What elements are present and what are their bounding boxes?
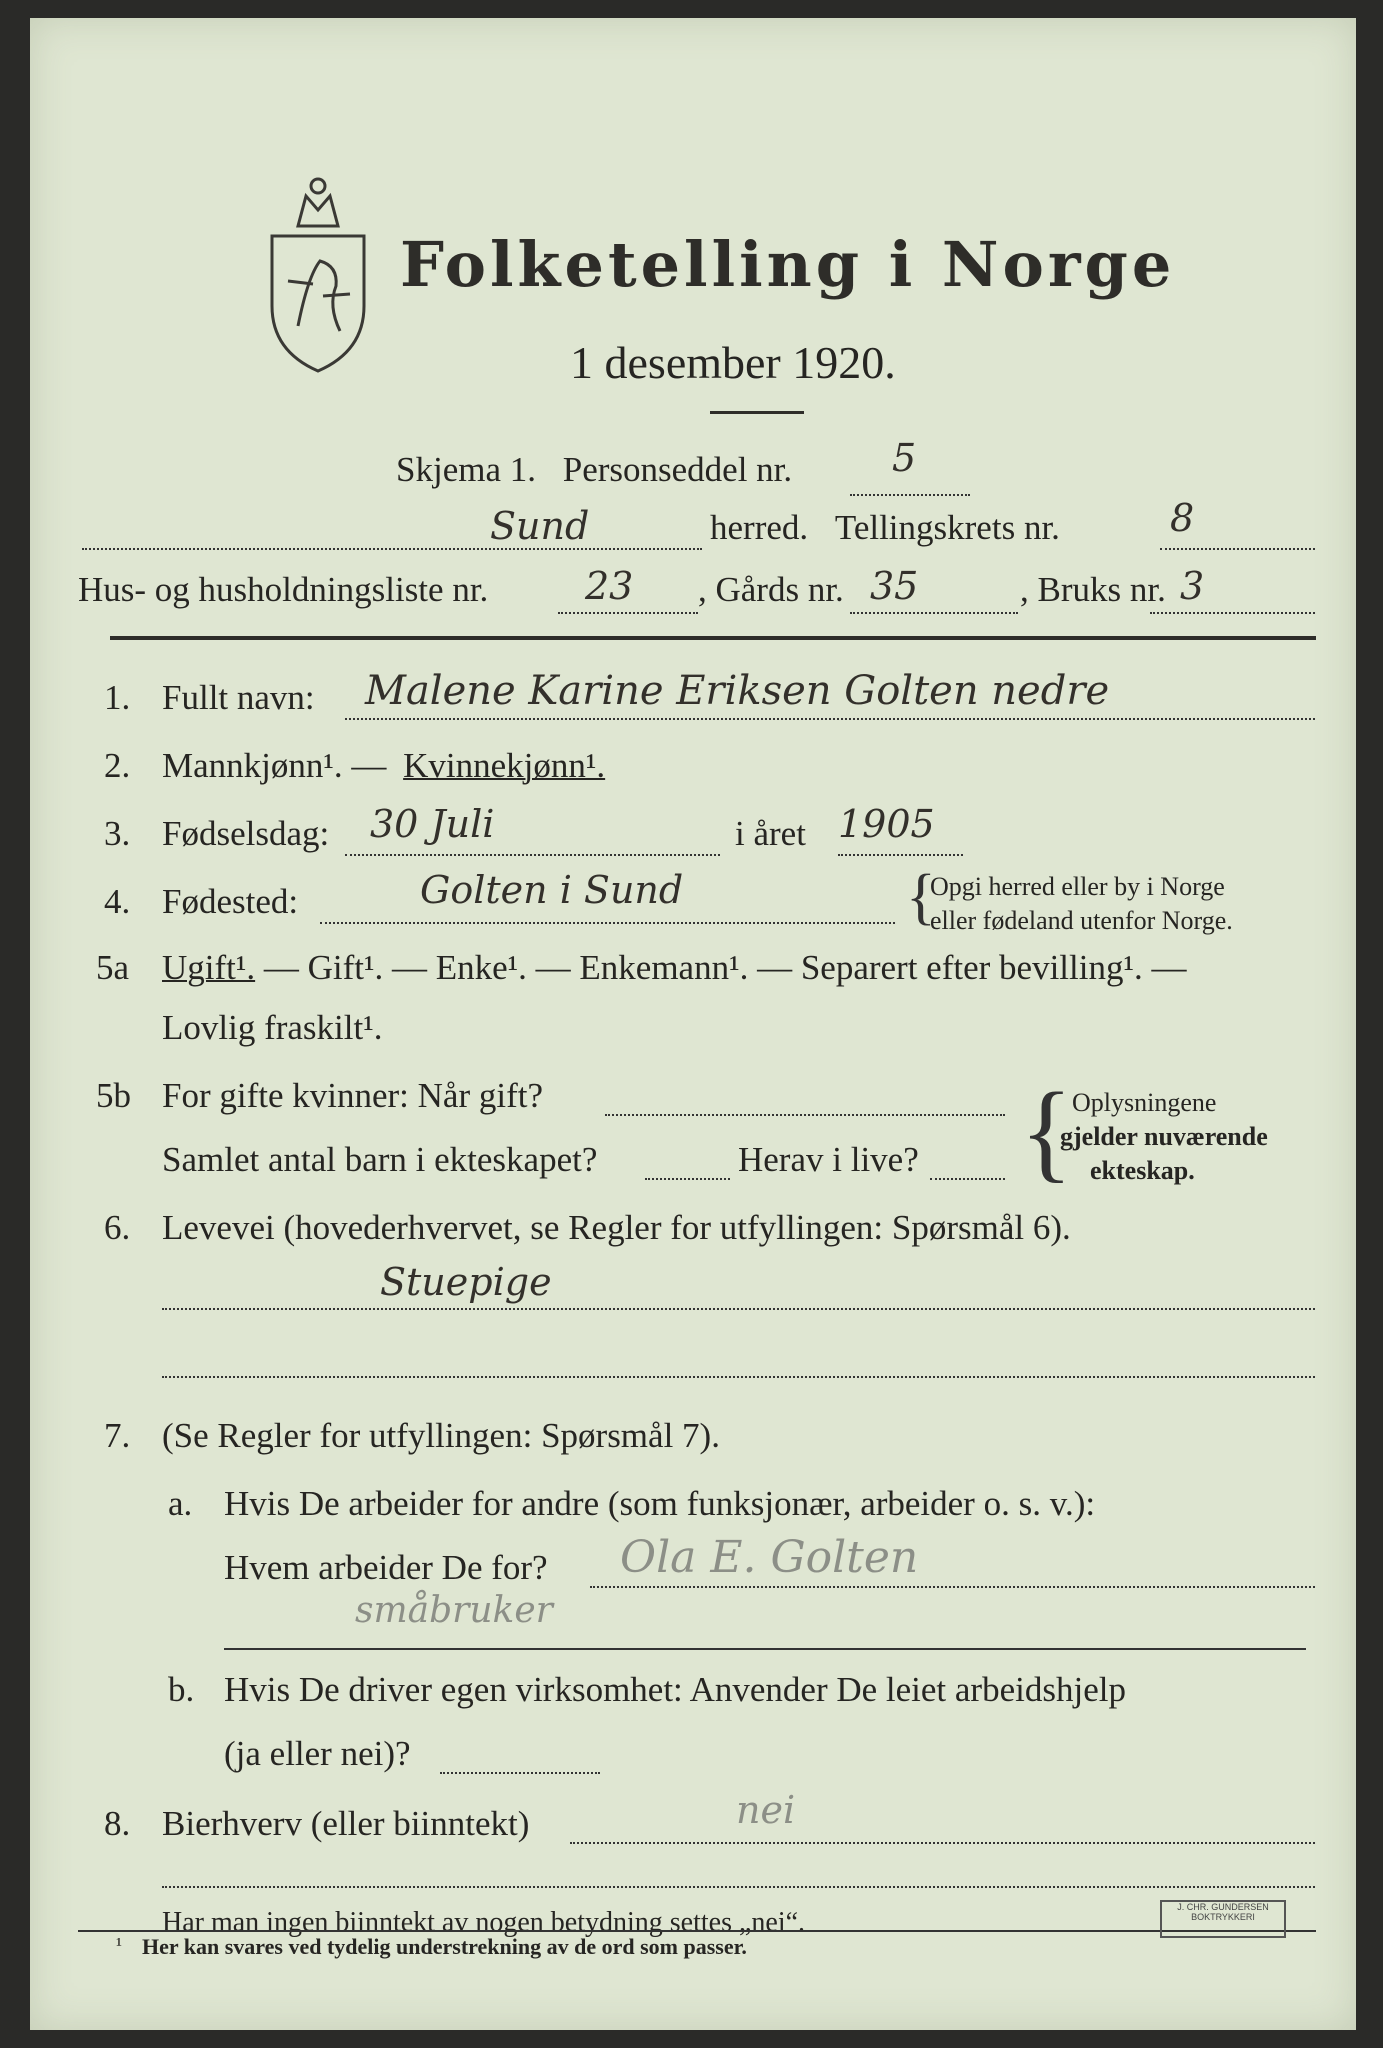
- q5b-antal-barn-dotline: [645, 1178, 730, 1180]
- q3-year: 1905: [838, 802, 935, 846]
- q5a-number: 5a: [96, 948, 130, 987]
- hus-dotline: [558, 612, 698, 614]
- q8-dotline-2: [162, 1886, 1315, 1888]
- skjema-label: Skjema 1.: [396, 450, 536, 489]
- q3-birthday: 30 Juli: [370, 802, 495, 846]
- q5b-note-3: ekteskap.: [1090, 1156, 1195, 1185]
- footnote-text: Her kan svares ved tydelig understrekning av de ord som passer.: [142, 1934, 747, 1959]
- form-date: 1 desember 1920.: [570, 337, 896, 388]
- gaards-value: 35: [870, 564, 919, 608]
- q3-year-label: i året: [735, 814, 806, 853]
- census-form: [30, 18, 1356, 2030]
- q7a-employer-note: småbruker: [355, 1590, 553, 1631]
- q7b-text: Hvis De driver egen virksomhet: Anvender De leiet arbeidshjelp: [224, 1670, 1126, 1709]
- q3-label: Fødselsdag:: [162, 814, 330, 853]
- q6-occupation: Stuepige: [380, 1260, 552, 1304]
- hus-label: Hus- og husholdningsliste nr.: [78, 570, 489, 609]
- personseddel-label: Personseddel nr.: [562, 450, 793, 489]
- q5b-herav-dotline: [930, 1178, 1005, 1180]
- q1-label: Fullt navn:: [162, 678, 315, 717]
- herred-value: Sund: [490, 504, 590, 548]
- q5b-naar-gift: For gifte kvinner: Når gift?: [162, 1076, 544, 1115]
- q5b-naar-gift-dotline: [605, 1114, 1005, 1116]
- q4-birthplace: Golten i Sund: [420, 868, 684, 912]
- q8-label: Bierhverv (eller biinntekt): [162, 1804, 530, 1843]
- tellingskrets-label: Tellingskrets nr.: [834, 508, 1060, 547]
- bruks-value: 3: [1180, 564, 1205, 608]
- norwegian-coat-of-arms-icon: [258, 166, 378, 376]
- q5a-lovlig-fraskilt: Lovlig fraskilt¹.: [162, 1008, 383, 1047]
- gaards-dotline: [850, 612, 1018, 614]
- herred-label: herred.: [710, 508, 809, 547]
- q5b-number: 5b: [96, 1076, 131, 1115]
- q3-year-dotline: [838, 854, 963, 856]
- q6-dotline-2: [162, 1376, 1315, 1378]
- q8-note: Har man ingen biinntekt av nogen betydning settes „nei“.: [162, 1907, 806, 1938]
- q1-dotline: [345, 718, 1315, 720]
- q2-number: 2.: [104, 746, 131, 785]
- q6-label: Levevei (hovederhvervet, se Regler for utfyllingen: Spørsmål 6).: [162, 1208, 1071, 1247]
- q7-number: 7.: [104, 1416, 131, 1455]
- q5a-options: — Gift¹. — Enke¹. — Enkemann¹. — Separert efter bevilling¹. —: [263, 948, 1187, 987]
- form-title: Folketelling i Norge: [400, 228, 1176, 301]
- q5b-antal-barn: Samlet antal barn i ekteskapet?: [162, 1140, 598, 1179]
- q4-number: 4.: [104, 882, 131, 921]
- q7a-text: Hvis De arbeider for andre (som funksjonær, arbeider o. s. v.):: [224, 1484, 1096, 1523]
- bruks-label: , Bruks nr.: [1020, 570, 1166, 609]
- q7-label: (Se Regler for utfyllingen: Spørsmål 7).: [162, 1416, 720, 1455]
- personseddel-value: 5: [892, 436, 917, 480]
- q8-number: 8.: [104, 1804, 131, 1843]
- q4-label: Fødested:: [162, 882, 299, 921]
- q7a-rule: [224, 1648, 1306, 1650]
- q2-female-underlined: Kvinnekjønn¹.: [403, 746, 606, 785]
- hus-value: 23: [585, 564, 634, 608]
- tellingskrets-value: 8: [1170, 496, 1195, 540]
- q7b-question: (ja eller nei)?: [224, 1734, 411, 1773]
- q5b-note-2: gjelder nuværende: [1060, 1122, 1268, 1151]
- q2-male: Mannkjønn¹. —: [162, 746, 387, 785]
- q5a-ugift-underlined: Ugift¹.: [162, 948, 256, 987]
- q3-dotline: [345, 854, 720, 856]
- gaards-label: , Gårds nr.: [698, 570, 844, 609]
- q7a-dotline: [590, 1586, 1315, 1588]
- q4-dotline: [320, 922, 895, 924]
- q5b-brace: {: [1020, 1070, 1073, 1192]
- q1-full-name: Malene Karine Eriksen Golten nedre: [365, 668, 1110, 714]
- q8-dotline: [570, 1842, 1315, 1844]
- q4-note-1: Opgi herred eller by i Norge: [930, 872, 1225, 901]
- q4-brace: {: [906, 863, 936, 931]
- footnote-mark: ¹: [116, 1934, 122, 1956]
- q7a-letter: a.: [168, 1484, 193, 1523]
- q7a-employer: Ola E. Golten: [620, 1532, 919, 1583]
- bruks-dotline: [1150, 612, 1315, 614]
- title-divider: [710, 411, 804, 414]
- q3-number: 3.: [104, 814, 131, 853]
- personseddel-dotline: [850, 494, 970, 496]
- q5b-note-1: Oplysningene: [1072, 1088, 1217, 1117]
- q7a-question: Hvem arbeider De for?: [224, 1548, 548, 1587]
- herred-dotline: [82, 548, 702, 550]
- q6-dotline-1: [162, 1308, 1315, 1310]
- q1-number: 1.: [104, 678, 131, 717]
- q7b-dotline: [440, 1772, 600, 1774]
- q4-note-2: eller fødeland utenfor Norge.: [930, 906, 1233, 935]
- header-rule: [110, 636, 1316, 640]
- tellingskrets-dotline: [1160, 548, 1315, 550]
- q6-number: 6.: [104, 1208, 131, 1247]
- q7b-letter: b.: [168, 1670, 195, 1709]
- q8-value: nei: [736, 1788, 796, 1832]
- q5b-herav-i-live: Herav i live?: [738, 1140, 919, 1179]
- printer-stamp: J. CHR. GUNDERSEN BOKTRYKKERI: [1160, 1900, 1286, 1938]
